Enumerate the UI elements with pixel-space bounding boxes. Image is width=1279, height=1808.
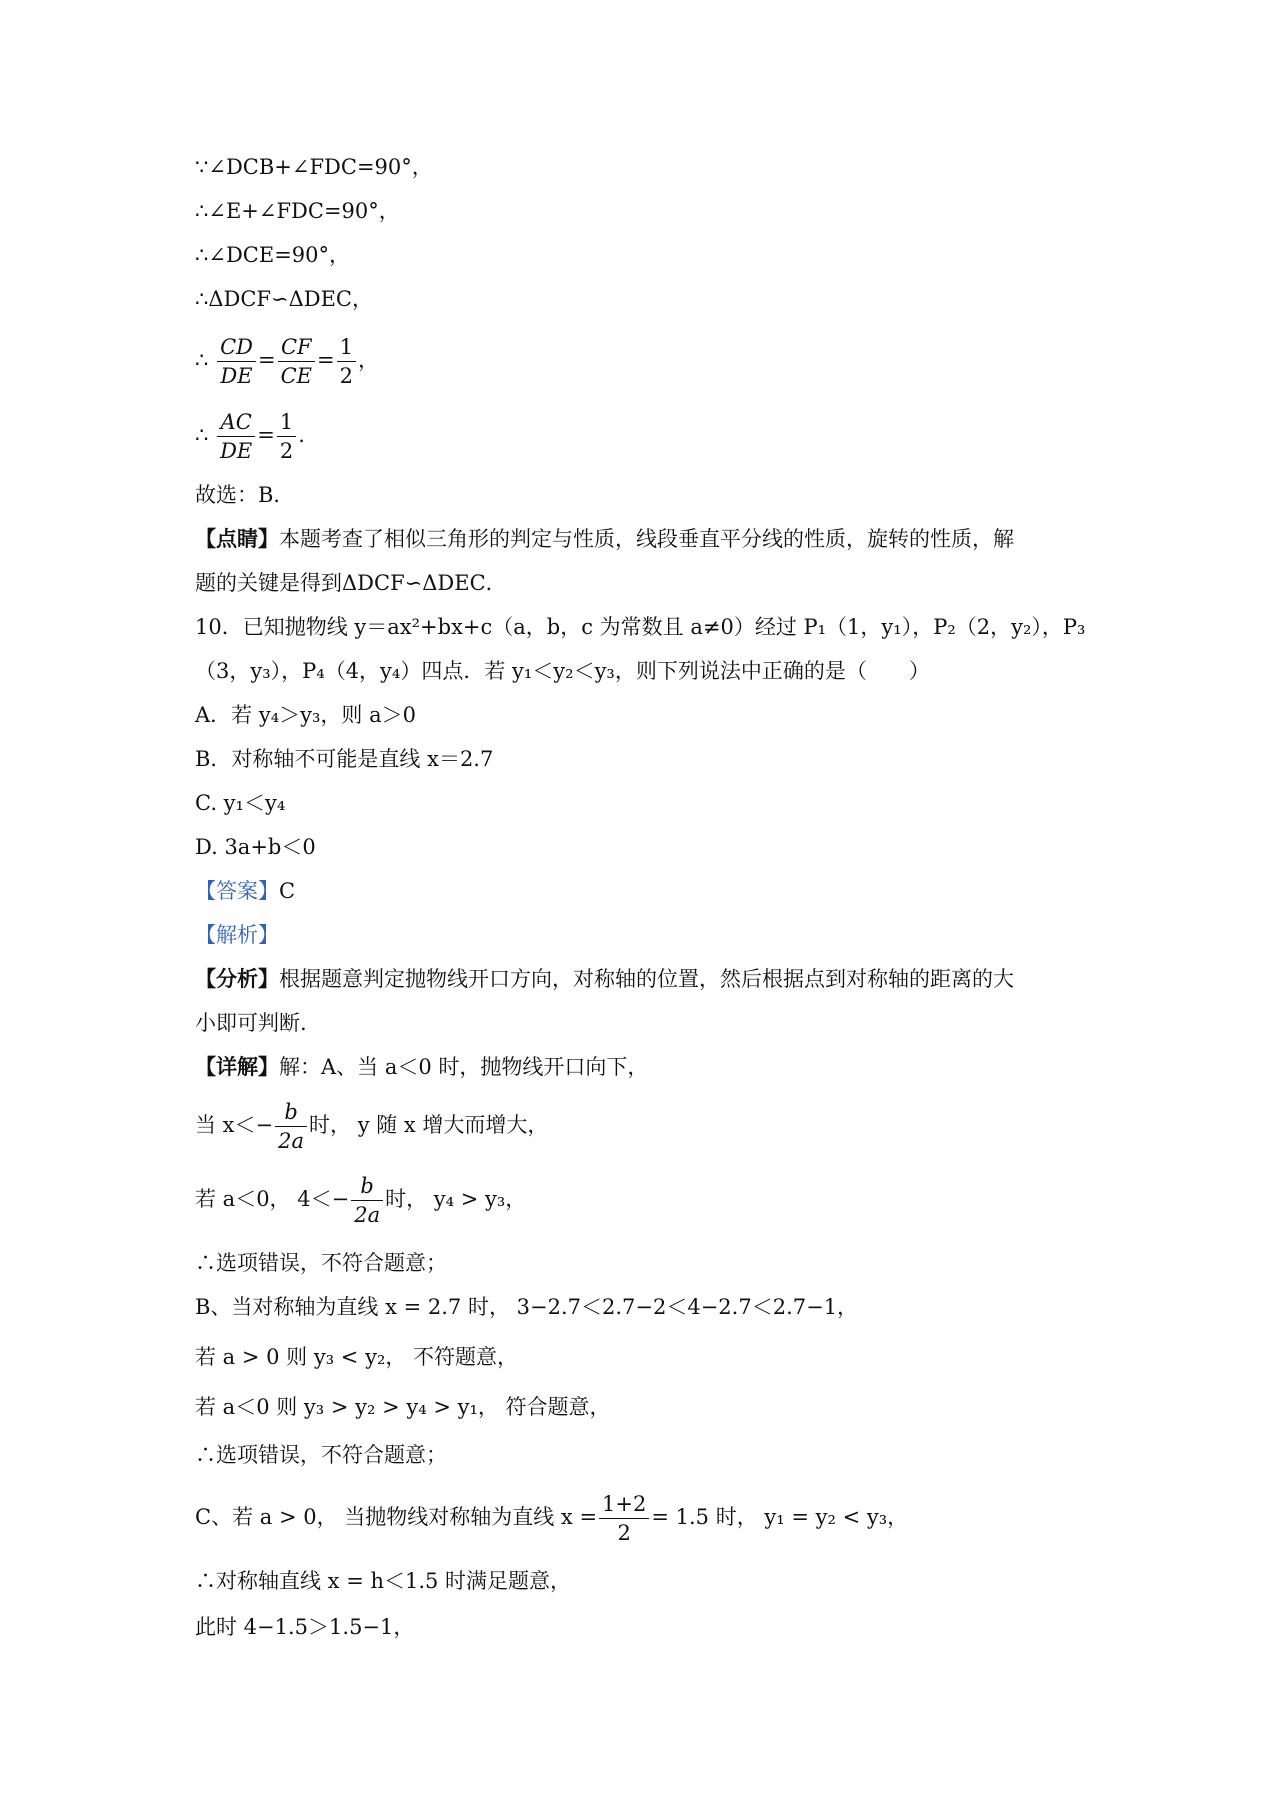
answer-tag: 【答案】 <box>195 879 279 903</box>
question-10-line-1: 10．已知抛物线 y＝ax²+bx+c（a，b，c 为常数且 a≠0）经过 P₁（1，y₁），P₂（2，y₂），P₃ <box>195 615 1086 639</box>
dianjing-tag: 【点睛】 <box>195 526 279 551</box>
answer-line <box>195 876 295 906</box>
proof-line-4: ∴ΔDCF∽ΔDEC， <box>195 287 373 311</box>
detail-line-11: 此时 4−1.5＞1.5−1， <box>195 1615 415 1639</box>
therefore-symbol: ∴ <box>195 423 209 447</box>
proof-line-6: ∴ $\frac{AC}{DE}$ = $\frac{1}{2}$ . <box>195 410 305 463</box>
fenxi-line-2: 小即可判断. <box>195 1011 307 1035</box>
detail-text: 解：A、当 a＜0 时，抛物线开口向下， <box>279 1055 649 1079</box>
choose-answer-line: 故选：B． <box>195 483 295 507</box>
option-d: D. 3a+b＜0 <box>195 835 316 859</box>
detail-line-4: ∴选项错误，不符合题意； <box>195 1251 447 1275</box>
therefore-symbol: ∴ <box>195 348 209 372</box>
question-10-line-2: （3，y₃），P₄（4，y₄）四点．若 y₁＜y₂＜y₃，则下列说法中正确的是（ ） <box>195 659 930 683</box>
proof-line-3: ∴∠DCE=90°， <box>195 243 351 267</box>
fraction-b-2a: $\frac{b}{2a}$ <box>275 1098 307 1155</box>
detail-line-10: ∴对称轴直线 x = h＜1.5 时满足题意， <box>195 1569 572 1593</box>
detail-line-3: 若 a＜0， 4＜− $\frac{b}{2a}$ 时， y₄ > y₃， <box>195 1174 527 1227</box>
fraction-one-plus-two-over-two: $\frac{1+2}{2}$ <box>599 1490 649 1547</box>
proof-line-1: ∵∠DCB+∠FDC=90°， <box>195 155 433 179</box>
fraction-b-2a: $\frac{b}{2a}$ <box>351 1172 383 1229</box>
fenxi-line <box>195 964 1014 994</box>
detail-line-9: C、若 a > 0， 当抛物线对称轴为直线 x = $\frac{1+2}{2}$ = 1.5 时， y₁ = y₂ < y₃， <box>195 1492 909 1545</box>
proof-line-2: ∴∠E+∠FDC=90°， <box>195 199 400 223</box>
fraction-one-half: $\frac{1}{2}$ <box>277 408 296 465</box>
option-a: A．若 y₄＞y₃，则 a＞0 <box>195 703 416 727</box>
fraction-cf-ce: $\frac{CF}{CE}$ <box>278 333 315 390</box>
fenxi-tag: 【分析】 <box>195 966 279 991</box>
dianjing-text: 本题考查了相似三角形的判定与性质，线段垂直平分线的性质，旋转的性质，解 <box>279 527 1014 551</box>
detail-line-8: ∴选项错误，不符合题意； <box>195 1443 447 1467</box>
detail-line <box>195 1052 648 1082</box>
detail-tag: 【详解】 <box>195 1054 279 1079</box>
detail-line-2: 当 x＜− $\frac{b}{2a}$ 时， y 随 x 增大而增大， <box>195 1100 549 1153</box>
fraction-ac-de: $\frac{AC}{DE}$ <box>217 408 255 465</box>
fraction-one-half: $\frac{1}{2}$ <box>337 333 356 390</box>
fraction-cd-de: $\frac{CD}{DE}$ <box>217 333 256 390</box>
detail-line-6: 若 a > 0 则 y₃ < y₂， 不符题意， <box>195 1345 519 1369</box>
proof-line-5: ∴ $\frac{CD}{DE}$ = $\frac{CF}{CE}$ = $\frac{1}{2}$ ， <box>195 335 379 388</box>
dianjing-line <box>195 524 1014 554</box>
detail-line-5: B、当对称轴为直线 x = 2.7 时， 3−2.7＜2.7−2＜4−2.7＜2.7−1， <box>195 1295 859 1319</box>
analysis-tag: 【解析】 <box>195 923 279 947</box>
dianjing-line-2: 题的关键是得到ΔDCF∽ΔDEC． <box>195 571 507 595</box>
detail-line-7: 若 a＜0 则 y₃ > y₂ > y₄ > y₁， 符合题意， <box>195 1395 611 1419</box>
answer-value: C <box>279 879 296 903</box>
option-c: C. y₁＜y₄ <box>195 791 286 815</box>
fenxi-text: 根据题意判定抛物线开口方向，对称轴的位置，然后根据点到对称轴的距离的大 <box>279 967 1014 991</box>
option-b: B．对称轴不可能是直线 x＝2.7 <box>195 747 494 771</box>
